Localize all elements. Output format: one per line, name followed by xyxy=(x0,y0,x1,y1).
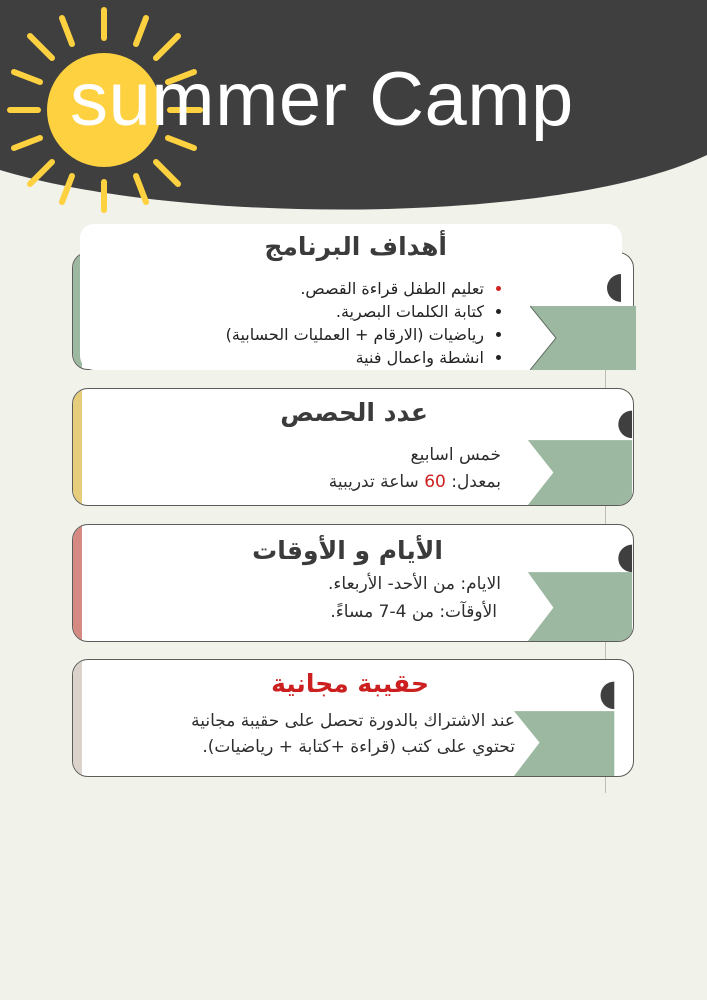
free-bag-card xyxy=(72,659,634,777)
sessions-accent-bar xyxy=(73,389,82,505)
sessions-card xyxy=(72,388,634,506)
list-item: • كتابة الكلمات البصرية. xyxy=(226,300,484,323)
sessions-title: عدد الحصص xyxy=(280,398,428,427)
goals-list xyxy=(226,277,502,369)
goals-ribbon xyxy=(530,252,636,370)
bag-line-2: تحتوي على كتب (قراءة +كتابة + رياضيات). xyxy=(202,737,515,757)
bag-title: حقيبة مجانية xyxy=(271,669,429,698)
bag-line-1: عند الاشتراك بالدورة تحصل على حقيبة مجانية xyxy=(191,711,515,731)
list-item: • تعليم الطفل قراءة القصص. xyxy=(226,277,484,300)
sessions-hours xyxy=(329,470,501,494)
schedule-accent-bar xyxy=(73,525,82,641)
page-title: summer Camp xyxy=(70,57,574,142)
goals-title: أهداف البرنامج xyxy=(264,232,447,261)
bag-ribbon xyxy=(513,660,633,776)
list-item: • رياضيات (الارقام + العمليات الحسابية) xyxy=(226,323,484,346)
schedule-times: الأوقآت: من 4-7 مساءً. xyxy=(330,602,497,622)
sessions-ribbon xyxy=(523,389,633,505)
sessions-hours-suffix: ساعة تدريبية xyxy=(328,472,425,492)
schedule-card xyxy=(72,524,634,642)
sessions-hours-prefix: بمعدل: xyxy=(445,472,501,492)
list-item: • انشطة واعمال فنية xyxy=(226,346,484,369)
bag-accent-bar xyxy=(73,660,82,776)
sessions-duration: خمس اسابيع xyxy=(410,445,501,465)
sessions-hours-value: 60 xyxy=(424,472,446,492)
schedule-ribbon xyxy=(523,525,633,641)
schedule-title: الأيام و الأوقات xyxy=(252,536,443,565)
schedule-days: الايام: من الأحد- الأربعاء. xyxy=(328,574,501,594)
